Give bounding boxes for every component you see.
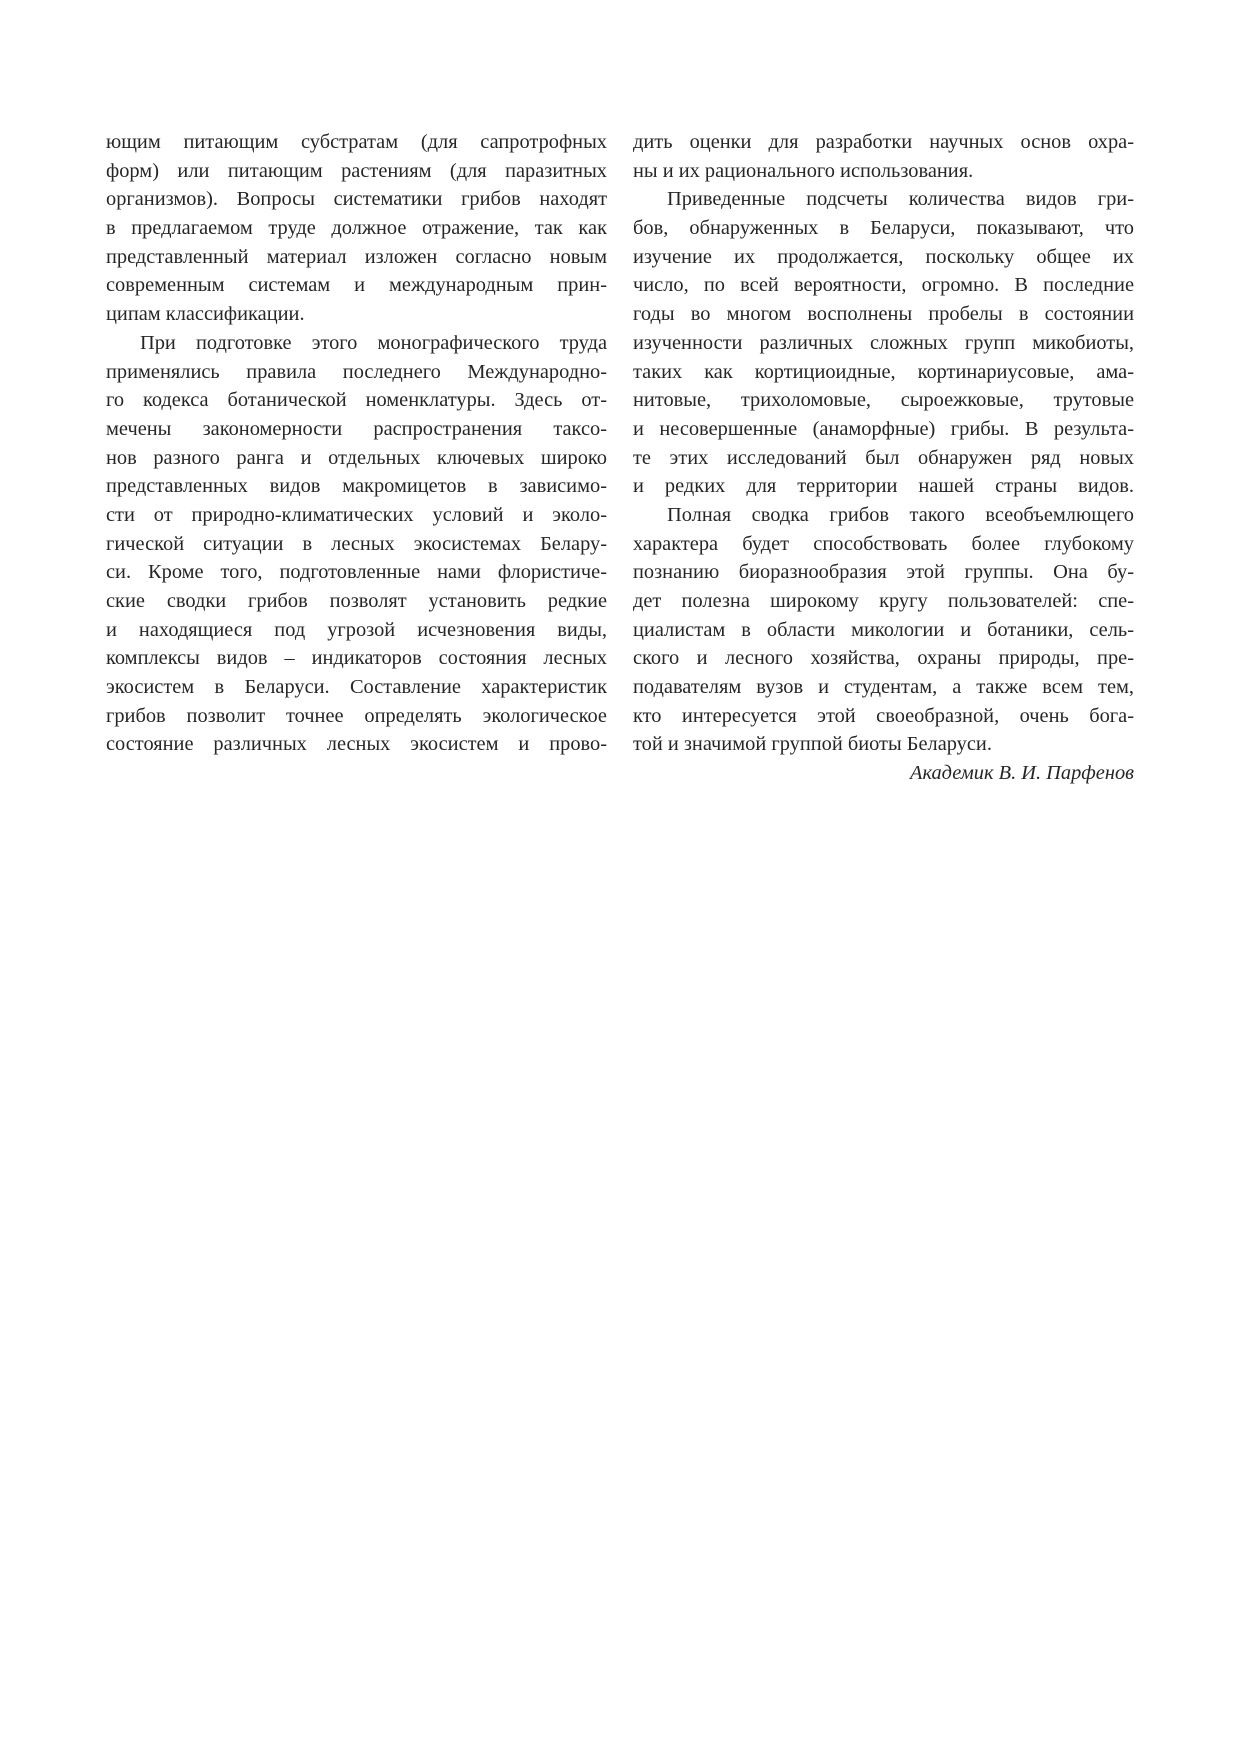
text-line: число, по всей вероятности, огромно. В последние bbox=[633, 274, 1134, 297]
text-line: сти от природно-климатических условий и эколо- bbox=[106, 503, 607, 526]
text-line: ципам классификации. bbox=[106, 303, 305, 326]
text-line: При подготовке этого монографического труда bbox=[140, 331, 607, 354]
text-line: той и значимой группой биоты Беларуси. bbox=[633, 733, 992, 756]
text-line: Полная сводка грибов такого всеобъемлющего bbox=[667, 503, 1134, 526]
text-line: и несовершенные (анаморфные) грибы. В результа- bbox=[633, 417, 1134, 440]
text-line: ские сводки грибов позволят установить редкие bbox=[106, 590, 607, 612]
paragraph bbox=[633, 185, 1134, 501]
paragraph bbox=[633, 128, 1134, 185]
text-line: си. Кроме того, подготовленные нами флористиче- bbox=[106, 561, 607, 584]
text-line: экосистем в Беларуси. Составление характеристик bbox=[106, 676, 607, 699]
text-line: дить оценки для разработки научных основ охра- bbox=[633, 131, 1134, 153]
text-line: характера будет способствовать более глубокому bbox=[633, 532, 1134, 555]
text-line: и находящиеся под угрозой исчезновения виды, bbox=[106, 618, 607, 641]
text-line: представленный материал изложен согласно новым bbox=[106, 245, 607, 268]
text-line: изученности различных сложных групп микобиоты, bbox=[633, 331, 1134, 354]
text-line: форм) или питающим растениям (для паразитных bbox=[106, 159, 607, 182]
text-line: применялись правила последнего Международно- bbox=[106, 360, 607, 383]
text-line: познанию биоразнообразия этой группы. Она бу- bbox=[633, 561, 1134, 584]
text-line: представленных видов макромицетов в зависимо- bbox=[106, 475, 607, 498]
text-line: таких как кортициоидные, кортинариусовые, ама- bbox=[633, 360, 1134, 383]
text-line: кто интересуется этой своеобразной, очень бога- bbox=[633, 704, 1134, 727]
text-line: циалистам в области микологии и ботаники, сель- bbox=[633, 618, 1134, 641]
text-line: бов, обнаруженных в Беларуси, показывают, что bbox=[633, 217, 1134, 240]
text-line: те этих исследований был обнаружен ряд новых bbox=[633, 446, 1134, 469]
text-line: го кодекса ботанической номенклатуры. Здесь от- bbox=[106, 389, 607, 412]
text-line: ского и лесного хозяйства, охраны природы, пре- bbox=[633, 647, 1134, 670]
paragraph bbox=[106, 329, 607, 759]
text-line: гической ситуации в лесных экосистемах Белару- bbox=[106, 532, 607, 555]
paragraph bbox=[633, 501, 1134, 759]
text-line: и редких для территории нашей страны видов. bbox=[633, 475, 1134, 498]
text-line: состояние различных лесных экосистем и прово- bbox=[106, 733, 607, 756]
text-line: нов разного ранга и отдельных ключевых широко bbox=[106, 446, 607, 469]
paragraph bbox=[106, 128, 607, 329]
text-line: в предлагаемом труде должное отражение, так как bbox=[106, 217, 607, 240]
right-column bbox=[633, 128, 1134, 788]
text-line: подавателям вузов и студентам, а также всем тем, bbox=[633, 676, 1134, 699]
text-line: дет полезна широкому кругу пользователей: спе- bbox=[633, 590, 1134, 612]
text-line: грибов позволит точнее определять экологическое bbox=[106, 704, 607, 727]
author-signature: Академик В. И. Парфенов bbox=[909, 762, 1134, 785]
text-line: комплексы видов – индикаторов состояния лесных bbox=[106, 647, 607, 670]
left-column bbox=[106, 128, 607, 759]
text-line: современным системам и международным прин- bbox=[106, 274, 607, 297]
text-line: организмов). Вопросы систематики грибов находят bbox=[106, 188, 607, 211]
text-line: Приведенные подсчеты количества видов гри- bbox=[667, 188, 1134, 211]
text-line: ны и их рационального использования. bbox=[633, 159, 974, 182]
text-line: изучение их продолжается, поскольку общее их bbox=[633, 245, 1134, 268]
text-line: годы во многом восполнены пробелы в состоянии bbox=[633, 303, 1134, 326]
text-line: нитовые, трихоломовые, сыроежковые, трутовые bbox=[633, 389, 1134, 412]
text-line: ющим питающим субстратам (для сапротрофных bbox=[106, 131, 607, 153]
text-line: мечены закономерности распространения таксо- bbox=[106, 417, 607, 440]
